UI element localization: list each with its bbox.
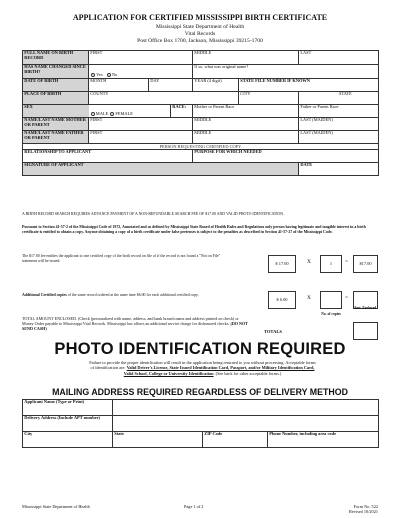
form-number: Form No. 522 xyxy=(353,504,378,509)
multiply-sign: X xyxy=(307,295,311,301)
requesting-section-label: PERSON REQUESTING CERTIFIED COPY xyxy=(23,144,379,150)
middle-name-field[interactable]: MIDDLE xyxy=(193,51,299,65)
multiply-sign: X xyxy=(307,259,311,265)
yes-radio[interactable] xyxy=(91,73,95,77)
date-field[interactable]: DATE xyxy=(299,163,379,176)
purpose-field[interactable]: PURPOSE FOR WHICH NEEDED xyxy=(193,150,379,163)
fee-explanation: The $17.00 fee entitles the applicant to one certified copy of the birth record on file of if the record is not found a "Not on File" statement will be issued. xyxy=(22,254,221,263)
mother-race-field[interactable]: Mother or Parent Race xyxy=(193,105,299,118)
additional-copies-qty[interactable] xyxy=(320,291,342,309)
mother-name-label: NAME/LAST NAME MOTHER OR PARENT xyxy=(23,118,89,131)
pob-label: PLACE OF BIRTH xyxy=(23,92,89,105)
year-field[interactable]: YEAR (4 digit) xyxy=(193,79,239,92)
father-first-field[interactable]: FIRST xyxy=(89,131,193,144)
division-name: Vital Records xyxy=(184,31,216,37)
phone-input[interactable]: Phone Number, including area code xyxy=(268,432,379,448)
grand-total-field[interactable] xyxy=(353,322,378,340)
additional-copies-text: Additional Certified copies of the same record ordered at the same time $6.00 for each additional certified copy. xyxy=(22,293,199,297)
mailing-address-table xyxy=(22,399,379,448)
mother-maiden-field[interactable]: LAST (MAIDEN) xyxy=(299,118,379,131)
totals-label: TOTALS xyxy=(264,329,282,334)
state-file-field[interactable]: STATE FILE NUMBER IF KNOWN xyxy=(239,79,379,92)
birth-record-form xyxy=(22,50,379,176)
father-middle-field[interactable]: MIDDLE xyxy=(193,131,299,144)
mailing-address: Post Office Box 1700, Jackson, Mississippi 39215-1700 xyxy=(137,38,263,44)
additional-copy-fee: $ 6.00 xyxy=(268,291,296,309)
applicant-name-input[interactable] xyxy=(113,400,379,416)
photo-id-text: Failure to provide the proper identification will result in the application being returned to you without processing. Acceptable forms of identification are: Valid Driver's License, State Issued Identification Card, Passport, and/or Military Identification Card, Valid School, College or University Identification. (See back for other acceptable forms.) xyxy=(89,360,316,376)
father-race-field[interactable]: Father or Parent Race xyxy=(299,105,379,118)
name-changed-label: HAS NAME CHANGED SINCE BIRTH? xyxy=(23,65,89,79)
no-of-copies-caption: No. of copies xyxy=(321,312,341,316)
father-name-label: NAME/LAST NAME FATHER OR PARENT xyxy=(23,131,89,144)
no-radio[interactable] xyxy=(107,73,111,77)
first-name-field[interactable]: FIRST xyxy=(89,51,193,65)
form-title: APPLICATION FOR CERTIFIED MISSISSIPPI BIRTH CERTIFICATE xyxy=(72,13,328,22)
applicant-name-label: Applicant Name (Type or Print) xyxy=(23,400,113,416)
last-name-field[interactable]: LAST xyxy=(299,51,379,65)
agency-name: Mississippi State Department of Health xyxy=(155,24,245,30)
equals-sign: = xyxy=(345,295,349,301)
photo-id-heading: PHOTO IDENTIFICATION REQUIRED xyxy=(54,340,346,358)
male-radio[interactable] xyxy=(91,112,95,116)
sex-options[interactable]: MALE FEMALE xyxy=(89,105,171,118)
amount-enclosed-caption: Amt. Enclosed xyxy=(353,306,377,310)
county-field[interactable]: COUNTY xyxy=(89,92,239,105)
mailing-heading: MAILING ADDRESS REQUIRED REGARDLESS OF DELIVERY METHOD xyxy=(52,387,348,397)
day-field[interactable]: DAY xyxy=(149,79,193,92)
state-field[interactable]: STATE xyxy=(299,92,379,105)
dob-label: DATE OF BIRTH xyxy=(23,79,89,92)
mother-middle-field[interactable]: MIDDLE xyxy=(193,118,299,131)
search-fee-notice: A BIRTH RECORD SEARCH REQUIRES ADVANCE PAYMENT OF A NON-REFUNDABLE SEARCH FEE OF $17.00 AND VALID PHOTO IDENTIFICATION. xyxy=(22,212,285,216)
state-input[interactable]: State xyxy=(113,432,203,448)
original-name-field[interactable]: If so, what was original name? xyxy=(193,65,379,79)
zip-input[interactable]: ZIP Code xyxy=(203,432,268,448)
equals-sign: = xyxy=(345,259,349,265)
revision-date: Revised 10/2021 xyxy=(348,509,378,514)
sex-label: SEX xyxy=(23,105,89,118)
page-number: Page 1 of 2 xyxy=(184,504,204,509)
female-radio[interactable] xyxy=(110,112,114,116)
name-changed-options[interactable]: Yes No xyxy=(89,65,193,79)
race-label: RACE: xyxy=(171,105,193,118)
city-input[interactable]: City xyxy=(23,432,113,448)
first-copy-qty[interactable]: 1 xyxy=(320,255,342,273)
father-last-field[interactable]: LAST (MAIDEN) xyxy=(299,131,379,144)
city-field[interactable]: CITY xyxy=(239,92,299,105)
footer-agency: Mississippi State Department of Health xyxy=(22,504,90,509)
first-copy-total: $17.00 xyxy=(353,255,378,273)
full-name-label: FULL NAME ON BIRTH RECORD xyxy=(23,51,89,65)
signature-field[interactable]: SIGNATURE OF APPLICANT xyxy=(23,163,299,176)
month-field[interactable]: MONTH xyxy=(89,79,149,92)
total-amount-text: TOTAL AMOUNT ENCLOSED. (Check (personalized with name, address, and bank branch name and address printed on check) or Money Order payable to Mississippi Vital Records. Mississippi law allows an additional service charge for dishonored checks. (DO NOT SEND CASH) xyxy=(22,316,248,331)
delivery-address-label: Delivery Address (Include APT number) xyxy=(23,416,113,432)
relationship-field[interactable]: RELATIONSHIP TO APPLICANT xyxy=(23,150,193,163)
delivery-address-input[interactable] xyxy=(113,416,379,432)
first-copy-fee: $ 17.00 xyxy=(268,255,296,273)
statute-notice: Pursuant to Section 41-57-2 of the Mississippi Code of 1972, Annotated and as defined by Mississippi State Board of Health Rules and Regulations only person having legitimate and tangible interest in a birth certificate is entitled to obtain a copy. Anyone obtaining a copy of a birth certificate under false pretenses is subject to the penalties as described in Section 41-57-27 of the Mississippi Code. xyxy=(22,225,366,234)
mother-first-field[interactable]: FIRST xyxy=(89,118,193,131)
